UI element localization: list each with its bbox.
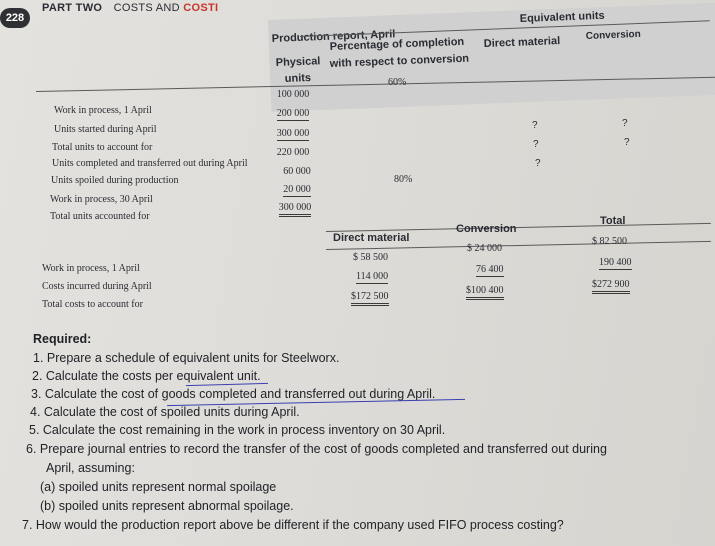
cost-row-label: Costs incurred during April [42, 281, 152, 292]
row-label: Units started during April [54, 124, 157, 135]
required-item-1: 1. Prepare a schedule of equivalent units for Steelworx. [33, 351, 340, 365]
cost-conversion-value: $ 24 000 [467, 243, 502, 254]
direct-material-unknown: ? [535, 158, 541, 169]
cost-conversion-value: 76 400 [476, 264, 504, 275]
physical-units-value: 20 000 [283, 184, 311, 195]
required-item-5: 5. Calculate the cost remaining in the work in process inventory on 30 April. [29, 423, 446, 437]
cost-row-label: Total costs to account for [42, 299, 143, 310]
direct-material-unknown: ? [533, 139, 539, 150]
physical-units-value: 220 000 [276, 147, 310, 158]
required-item-4: 4. Calculate the cost of spoiled units during April. [30, 405, 300, 419]
row-label: Work in process, 30 April [50, 194, 153, 205]
page-number: 228 [0, 8, 30, 28]
cost-dm-value: $ 58 500 [353, 252, 388, 263]
direct-material-header: Direct material [483, 35, 561, 50]
row-label: Total units accounted for [50, 211, 150, 222]
cost-table-top-rule [326, 223, 711, 232]
required-item-2: 2. Calculate the costs per equivalent unit. [32, 369, 261, 383]
cost-direct-material-header: Direct material [333, 232, 410, 244]
row-label: Units completed and transferred out during April [52, 158, 248, 169]
cost-row-label: Work in process, 1 April [42, 263, 140, 274]
physical-units-header-2: units [284, 71, 312, 85]
required-item-6a: (a) spoiled units represent normal spoilage [40, 480, 277, 494]
running-header [42, 2, 218, 14]
report-title: Production report, April [271, 28, 396, 45]
cost-total-header: Total [600, 215, 626, 227]
required-item-7: 7. How would the production report above be different if the company used FIFO process costing? [22, 518, 564, 532]
conversion-header: Conversion [585, 28, 641, 42]
equivalent-units-header: Equivalent units [519, 9, 605, 25]
section-label: COSTS AND [113, 2, 180, 14]
direct-material-unknown: ? [532, 120, 538, 131]
physical-units-value: 300 000 [276, 128, 310, 139]
physical-units-value: 200 000 [276, 108, 310, 119]
cost-total-value: $272 900 [592, 279, 630, 290]
required-heading: Required: [33, 332, 92, 346]
row-label: Units spoiled during production [51, 175, 179, 186]
conversion-unknown: ? [624, 137, 630, 148]
required-item-6b: (b) spoiled units represent abnormal spoilage. [40, 499, 294, 513]
physical-units-value: 60 000 [283, 166, 311, 177]
physical-units-value: 100 000 [276, 89, 310, 100]
cost-conversion-value: $100 400 [466, 285, 504, 296]
physical-units-header-1: Physical [275, 55, 321, 69]
percentage-header-2: with respect to conversion [329, 52, 470, 70]
required-item-6-cont: April, assuming: [46, 461, 135, 475]
conversion-unknown: ? [622, 118, 628, 129]
cost-dm-value: $172 500 [351, 291, 389, 302]
section-label-tail: COSTI [183, 2, 219, 14]
required-item-6: 6. Prepare journal entries to record the transfer of the cost of goods completed and transferred out during [26, 442, 607, 456]
row-label: Total units to account for [52, 142, 153, 153]
cost-conversion-header: Conversion [456, 223, 517, 235]
percentage-header-1: Percentage of completion [329, 35, 465, 53]
cost-total-value: 190 400 [599, 257, 632, 268]
part-label: PART TWO [42, 2, 103, 14]
physical-units-value: 300 000 [270, 202, 320, 213]
pen-underline [186, 383, 268, 386]
percentage-value: 80% [394, 174, 413, 185]
cost-total-value: $ 82 500 [592, 236, 627, 247]
required-item-3: 3. Calculate the cost of goods completed and transferred out during April. [31, 387, 436, 401]
row-label: Work in process, 1 April [54, 105, 152, 116]
cost-dm-value: 114 000 [356, 271, 389, 282]
percentage-value: 60% [388, 77, 407, 88]
